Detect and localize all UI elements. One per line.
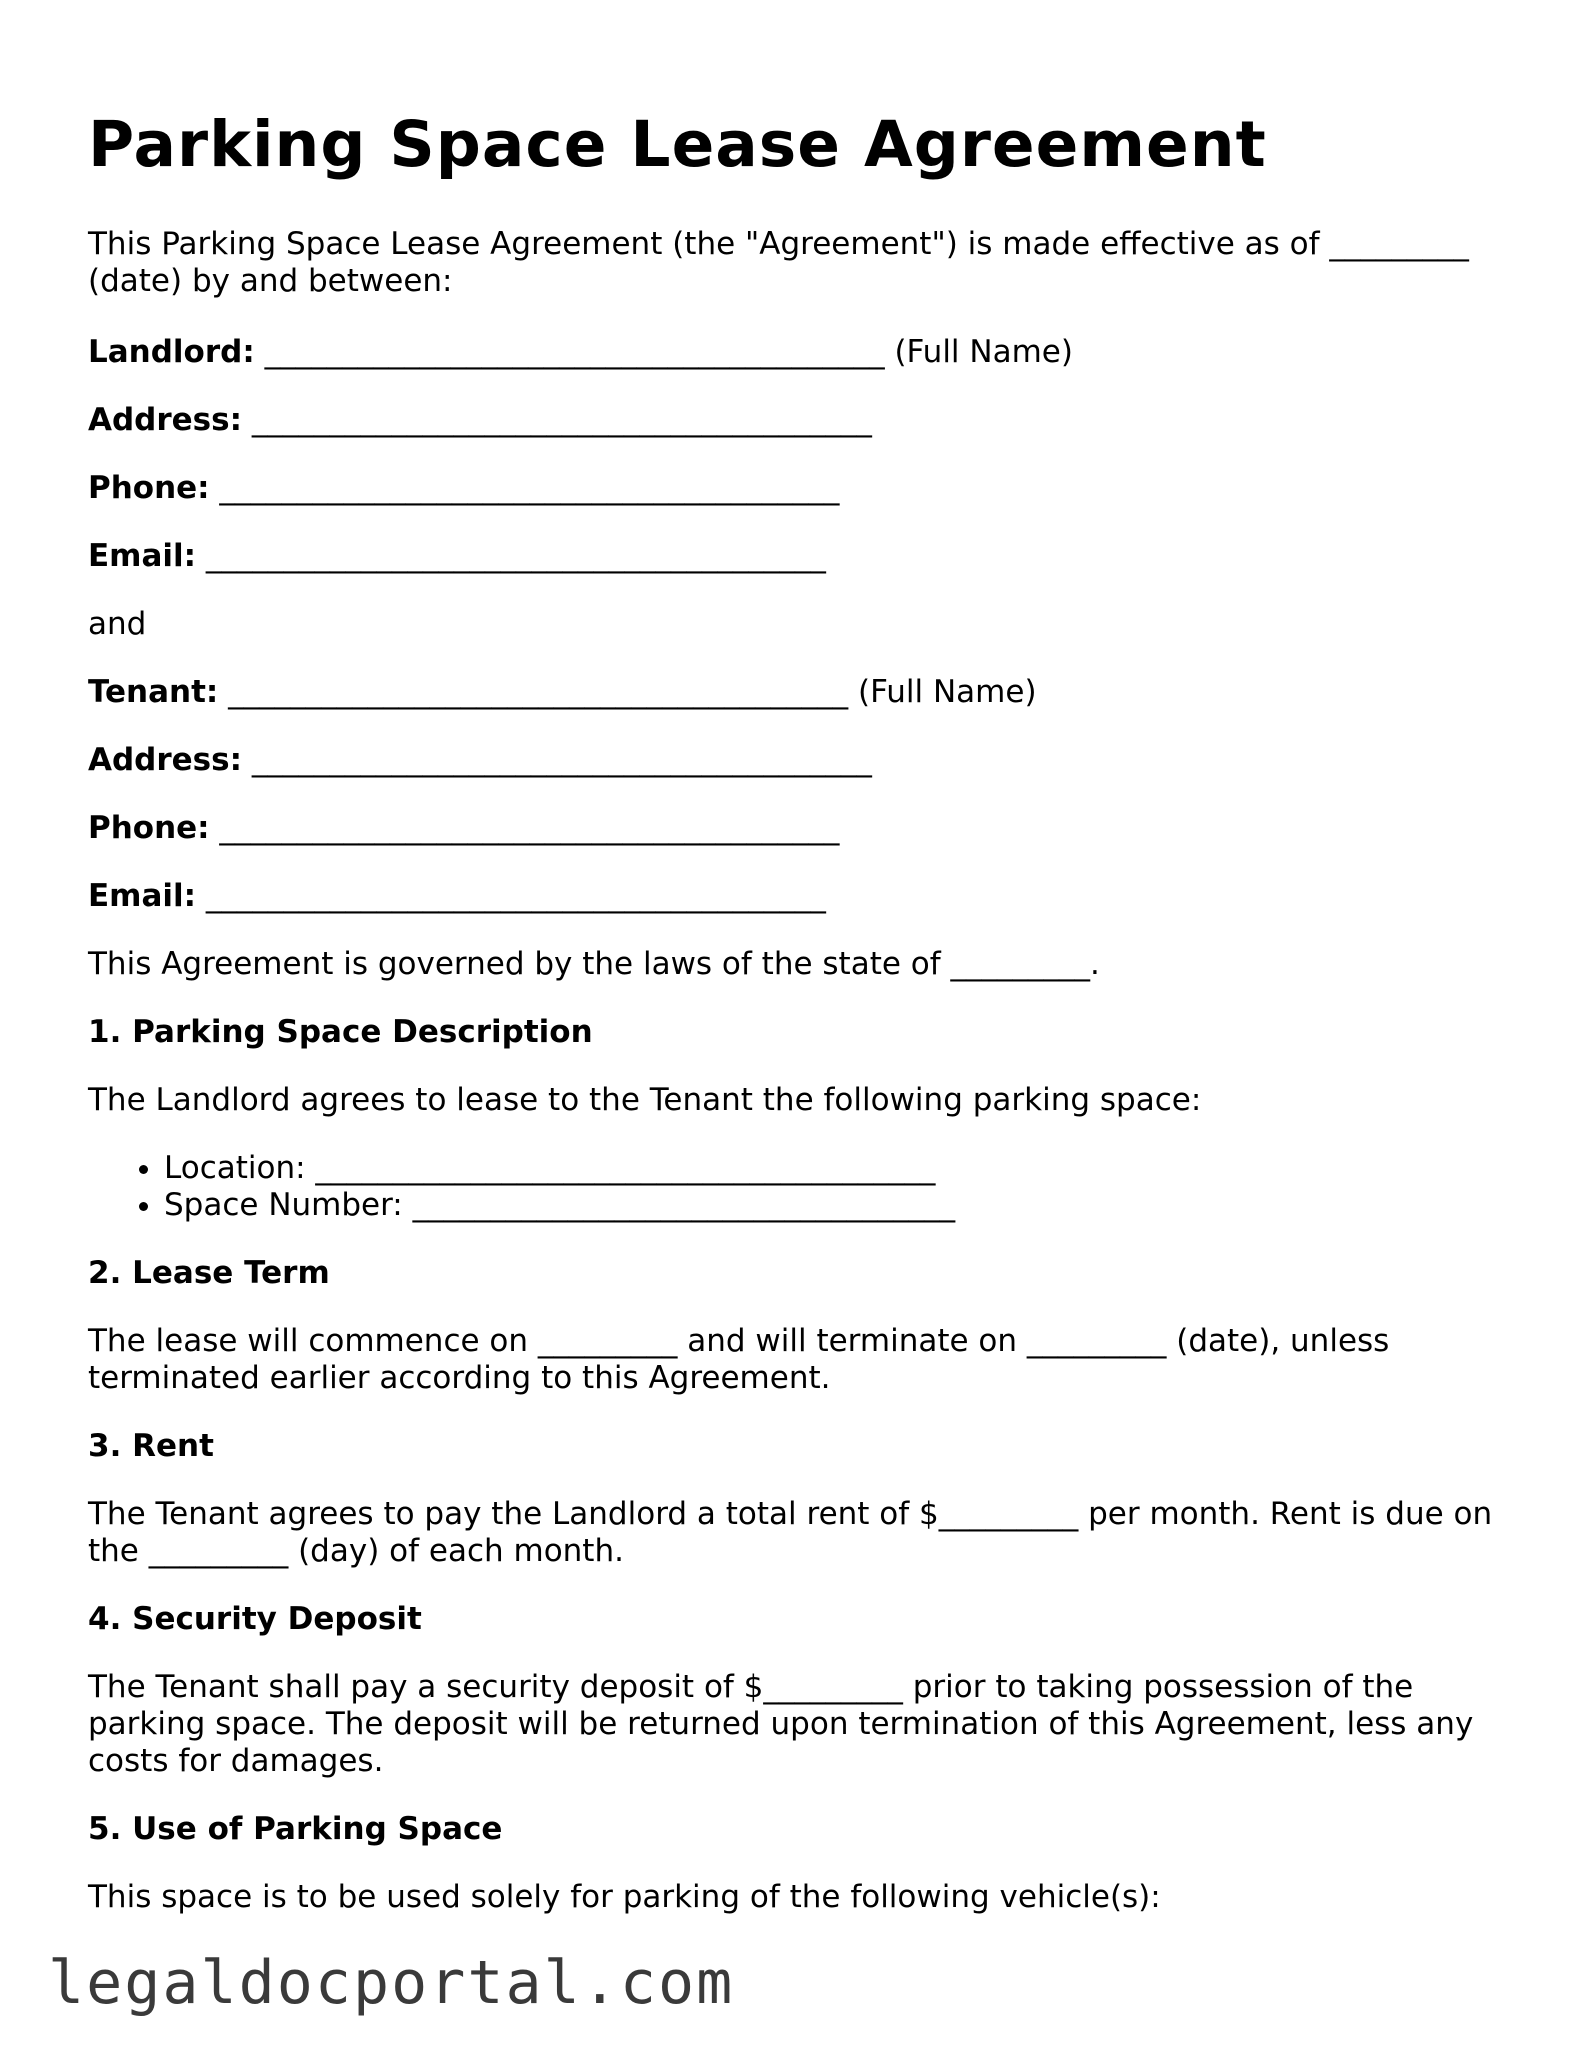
tenant-name-label: Tenant: bbox=[88, 674, 219, 710]
governing-law-text: This Agreement is governed by the laws of the state of _________. bbox=[88, 946, 1100, 982]
space-number-field[interactable]: • Space Number: ___________________________________ bbox=[164, 1187, 955, 1224]
tenant-name-line bbox=[88, 674, 1037, 711]
landlord-phone-field[interactable]: ________________________________________ bbox=[209, 470, 840, 506]
section-1-heading: 1. Parking Space Description bbox=[88, 1014, 593, 1050]
watermark-text: legaldocportal.com bbox=[48, 1948, 735, 2018]
landlord-address-label: Address: bbox=[88, 402, 242, 438]
tenant-address-field[interactable]: ________________________________________ bbox=[242, 742, 872, 778]
intro-paragraph: This Parking Space Lease Agreement (the "Agreement") is made effective as of _________ (date) by and between: bbox=[88, 226, 1469, 299]
landlord-phone-line bbox=[88, 470, 839, 507]
tenant-phone-line bbox=[88, 810, 839, 847]
landlord-email-label: Email: bbox=[88, 538, 197, 574]
section-4-heading: 4. Security Deposit bbox=[88, 1601, 422, 1637]
landlord-email-field[interactable]: ________________________________________ bbox=[196, 538, 826, 574]
tenant-email-field[interactable]: ________________________________________ bbox=[196, 878, 826, 914]
landlord-phone-label: Phone: bbox=[88, 470, 210, 506]
section-1-bullet-list bbox=[88, 1150, 955, 1224]
section-2-text: The lease will commence on _________ and will terminate on _________ (date), unless terminated earlier according to this Agreement. bbox=[88, 1323, 1390, 1396]
section-3-text: The Tenant agrees to pay the Landlord a total rent of $_________ per month. Rent is due on the _________ (day) of each month. bbox=[88, 1496, 1493, 1569]
tenant-name-field[interactable]: ________________________________________ (Full Name) bbox=[218, 674, 1037, 710]
and-text: and bbox=[88, 606, 147, 642]
section-4-text: The Tenant shall pay a security deposit of $_________ prior to taking possession of the parking space. The deposit will be returned upon termination of this Agreement, less any costs for damages. bbox=[88, 1669, 1474, 1779]
tenant-email-label: Email: bbox=[88, 878, 197, 914]
section-5-text: This space is to be used solely for parking of the following vehicle(s): bbox=[88, 1879, 1161, 1915]
location-field[interactable]: • Location: ________________________________________ bbox=[164, 1150, 955, 1187]
section-3-heading: 3. Rent bbox=[88, 1428, 214, 1464]
tenant-address-line bbox=[88, 742, 872, 779]
landlord-name-field[interactable]: ________________________________________ (Full Name) bbox=[254, 334, 1073, 370]
tenant-phone-label: Phone: bbox=[88, 810, 210, 846]
tenant-address-label: Address: bbox=[88, 742, 242, 778]
landlord-address-field[interactable]: ________________________________________ bbox=[242, 402, 872, 438]
section-5-heading: 5. Use of Parking Space bbox=[88, 1811, 503, 1847]
section-2-heading: 2. Lease Term bbox=[88, 1255, 330, 1291]
tenant-phone-field[interactable]: ________________________________________ bbox=[209, 810, 840, 846]
section-1-text: The Landlord agrees to lease to the Tenant the following parking space: bbox=[88, 1082, 1202, 1118]
landlord-name-line bbox=[88, 334, 1073, 371]
landlord-address-line bbox=[88, 402, 872, 439]
tenant-email-line bbox=[88, 878, 826, 915]
document-title: Parking Space Lease Agreement bbox=[88, 108, 1267, 181]
landlord-email-line bbox=[88, 538, 826, 575]
landlord-name-label: Landlord: bbox=[88, 334, 255, 370]
